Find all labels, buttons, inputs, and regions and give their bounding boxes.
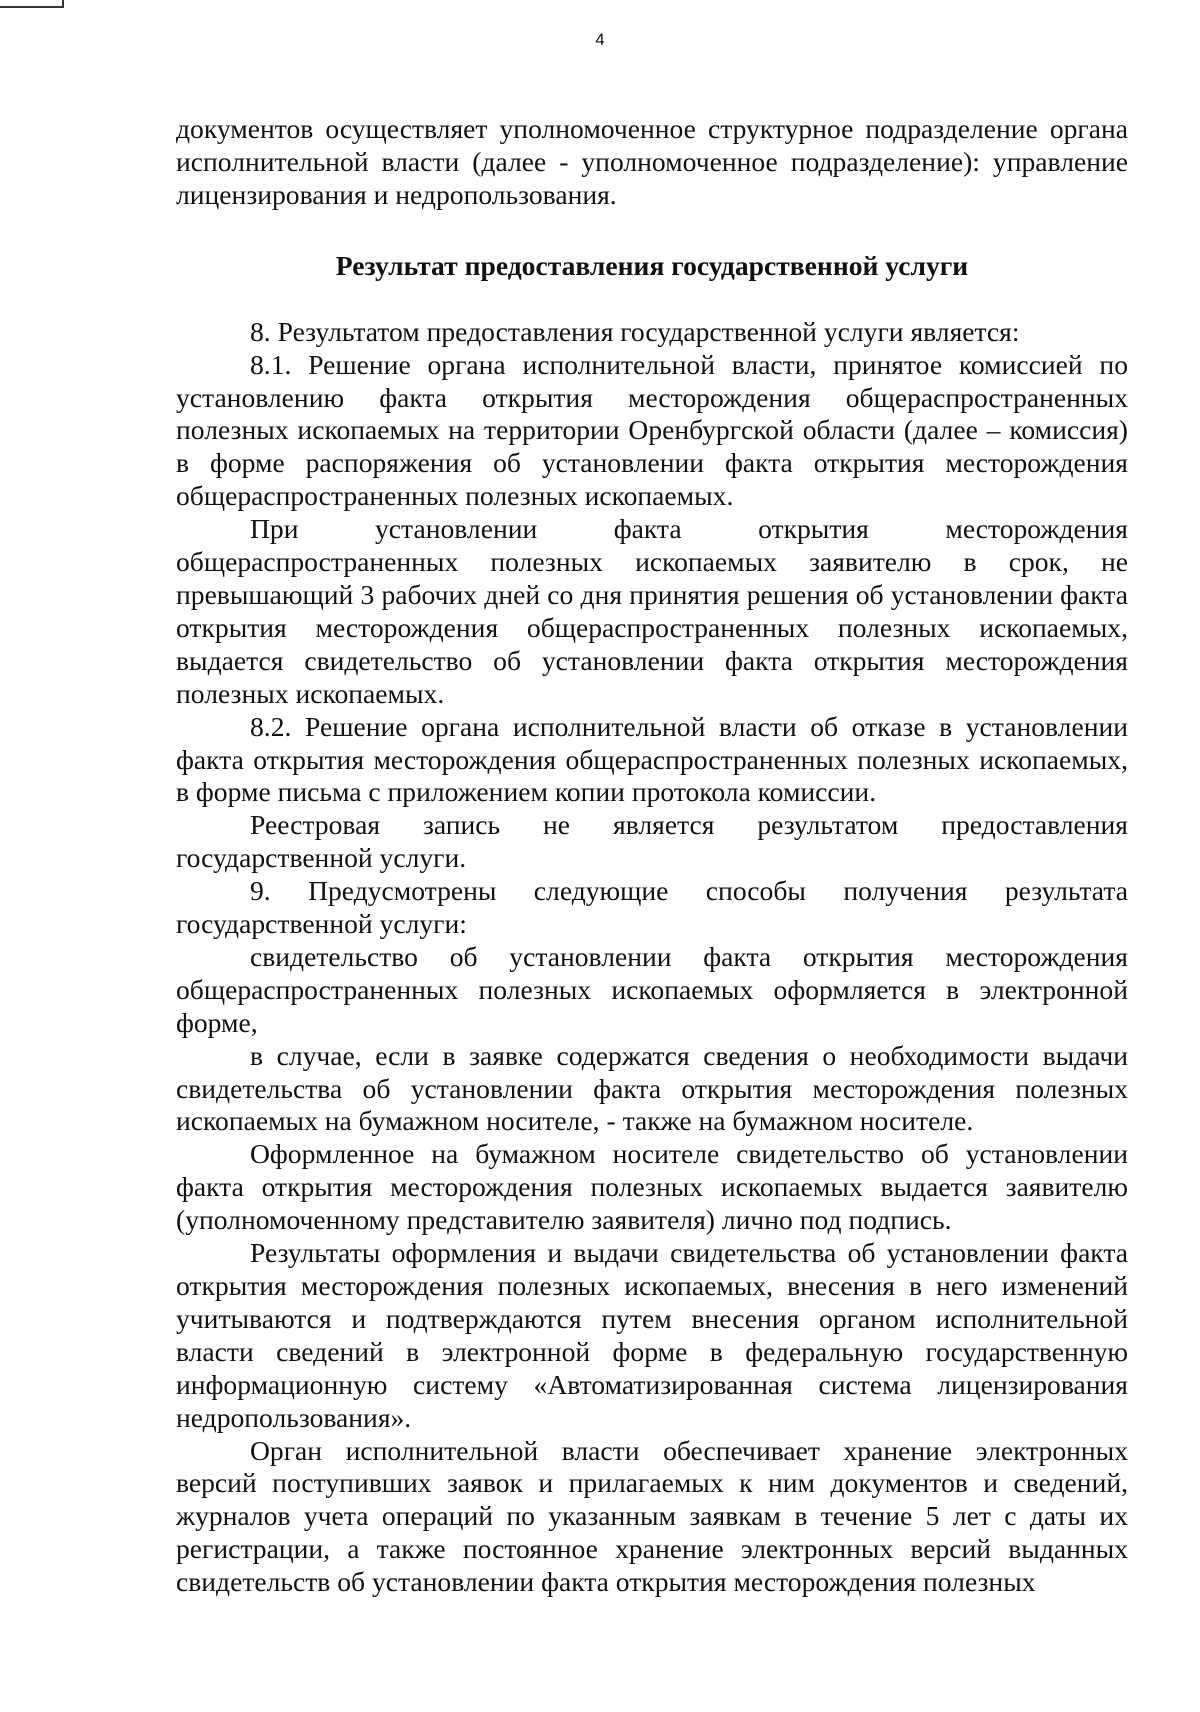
section-heading: Результат предоставления государственной услуги — [335, 249, 969, 281]
paragraph-9-paper: в случае, если в заявке содержатся сведения о необходимости выдачи свидетельства об установлении факта открытия месторождения полезных ископаемых на бумажном носителе, - также на бумажном носителе. — [176, 1039, 1128, 1137]
paragraph-results-recording: Результаты оформления и выдачи свидетельства об установлении факта открытия месторождения полезных ископаемых, внесения в него изменений учитываются и подтверждаются путем внесения органом исполнительной власти сведений в электронной форме в федеральную государственную информационную систему «Автоматизированная система лицензирования недропользования». — [176, 1237, 1128, 1433]
paragraph-9-electronic: свидетельство об установлении факта открытия месторождения общераспространенных полезных ископаемых оформляется в электронной форме, — [176, 940, 1128, 1038]
paragraph-continuation: документов осуществляет уполномоченное структурное подразделение органа исполнительной власти (далее - уполномоченное подразделение): управление лицензирования и недропользования. — [176, 113, 1128, 210]
page-number: 4 — [595, 30, 605, 49]
paragraph-8: 8. Результатом предоставления государственной услуги является: — [250, 315, 1020, 347]
paragraph-8-2: 8.2. Решение органа исполнительной власти об отказе в установлении факта открытия месторождения общераспространенных полезных ископаемых, в форме письма с приложением копии протокола комиссии. — [176, 710, 1128, 808]
paragraph-registry-note: Реестровая запись не является результатом предоставления государственной услуги. — [176, 809, 1128, 874]
scan-corner-mark — [0, 0, 64, 8]
document-body — [176, 113, 1128, 1599]
paragraph-9: 9. Предусмотрены следующие способы получения результата государственной услуги: — [176, 875, 1128, 940]
paragraph-storage: Орган исполнительной власти обеспечивает хранение электронных версий поступивших заявок и прилагаемых к ним документов и сведений, журналов учета операций по указанным заявкам в течение 5 лет с даты их регистрации, а также постоянное хранение электронных версий выданных свидетельств об установлении факта открытия месторождения полезных — [176, 1434, 1128, 1598]
paragraph-8-1-issue: При установлении факта открытия месторождения общераспространенных полезных ископаемых заявителю в срок, не превышающий 3 рабочих дней со дня принятия решения об установлении факта открытия месторождения общераспространенных полезных ископаемых, выдается свидетельство об установлении факта открытия месторождения полезных ископаемых. — [176, 513, 1128, 709]
paragraph-paper-issuance: Оформленное на бумажном носителе свидетельство об установлении факта открытия месторождения полезных ископаемых выдается заявителю (уполномоченному представителю заявителя) лично под подпись. — [176, 1138, 1128, 1236]
paragraph-8-1: 8.1. Решение органа исполнительной власти, принятое комиссией по установлению факта открытия месторождения общераспространенных полезных ископаемых на территории Оренбургской области (далее – комиссия) в форме распоряжения об установлении факта открытия месторождения общераспространенных полезных ископаемых. — [176, 348, 1128, 512]
